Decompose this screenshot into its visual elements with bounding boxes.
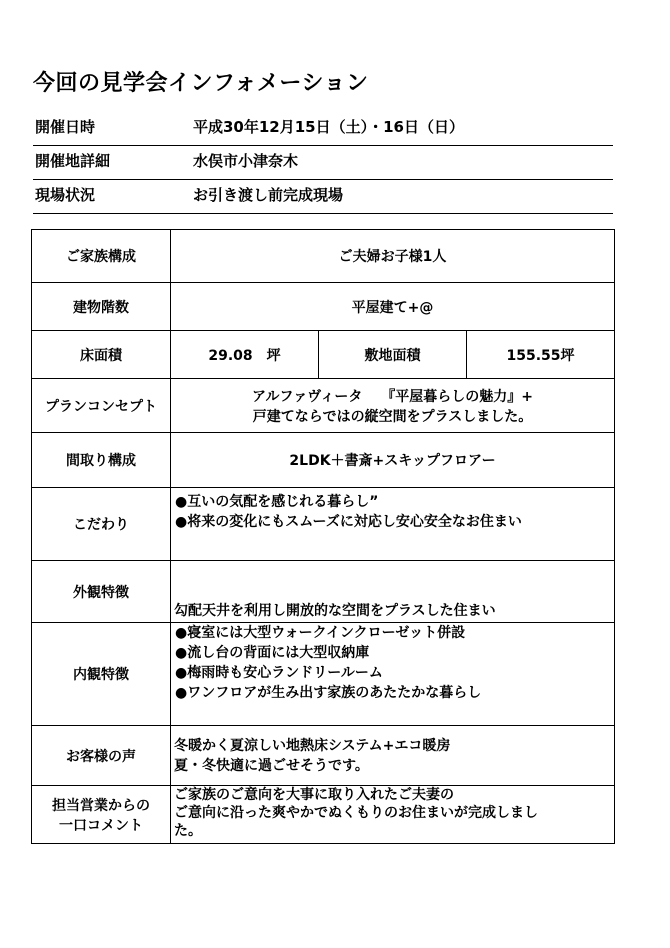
table-row (32, 283, 615, 331)
comment-line: た。 (174, 823, 202, 839)
info-label-date: 開催日時 (35, 118, 96, 136)
table-row (32, 488, 615, 561)
interior-item: ●寝室には大型ウォークインクローゼット併設 (175, 625, 466, 641)
table-row (32, 433, 615, 488)
exterior-label: 外観特徴 (32, 561, 171, 623)
plan-line-1: アルファヴィータ 『平屋暮らしの魅力』+ (252, 388, 533, 405)
floors-label: 建物階数 (32, 283, 171, 331)
comment-label-line-2: 一口コメント (59, 817, 143, 834)
table-row (32, 623, 615, 726)
layout-label: 間取り構成 (32, 433, 171, 488)
floors-value: 平屋建て+@ (171, 283, 615, 331)
spec-table (31, 229, 615, 844)
plan-label: プランコンセプト (32, 379, 171, 433)
info-value-status: お引き渡し前完成現場 (193, 186, 344, 204)
info-label-venue: 開催地詳細 (35, 152, 111, 170)
family-value: ご夫婦お子様1人 (171, 230, 615, 283)
exterior-text: 勾配天井を利用し開放的な空間をプラスした住まい (174, 603, 496, 619)
family-label: ご家族構成 (32, 230, 171, 283)
info-value-venue: 水俣市小津奈木 (193, 152, 299, 170)
voice-label: お客様の声 (32, 726, 171, 786)
layout-value: 2LDK＋書斎+スキップフロアー (171, 433, 615, 488)
page-title: 今回の見学会インフォメーション (33, 71, 369, 96)
site-area-label: 敷地面積 (319, 331, 467, 379)
voice-value (171, 726, 615, 786)
voice-line: 冬暖かく夏涼しい地熱床システム+エコ暖房 (174, 737, 451, 754)
plan-value (171, 379, 615, 433)
plan-line-2: 戸建てならではの縦空間をプラスしました。 (252, 408, 533, 425)
info-label-status: 現場状況 (35, 186, 96, 204)
comment-label-line-1: 担当営業からの (52, 797, 150, 814)
interior-item: ●流し台の背面には大型収納庫 (175, 645, 370, 661)
table-row (32, 726, 615, 786)
comment-line: ご家族のご意向を大事に取り入れたご夫妻の (174, 787, 454, 803)
floor-area-label: 床面積 (32, 331, 171, 379)
table-row (32, 379, 615, 433)
interior-item: ●梅雨時も安心ランドリールーム (175, 665, 383, 681)
table-row (32, 786, 615, 844)
table-row (32, 561, 615, 623)
interior-label: 内観特徴 (32, 623, 171, 726)
table-row (32, 230, 615, 283)
interior-item: ●ワンフロアが生み出す家族のあたたかな暮らし (175, 685, 482, 701)
voice-line: 夏・冬快適に過ごせそうです。 (174, 757, 369, 774)
interior-value (171, 623, 615, 726)
kodawari-item: ●将来の変化にもスムーズに対応し安心安全なお住まい (175, 514, 522, 530)
exterior-value (171, 561, 615, 623)
comment-value (171, 786, 615, 844)
info-value-date: 平成30年12月15日（土）・16日（日） (193, 118, 464, 136)
table-row (32, 331, 615, 379)
info-row-status (33, 179, 613, 214)
kodawari-item: ●互いの気配を感じれる暮らし” (175, 494, 379, 510)
kodawari-label: こだわり (32, 488, 171, 561)
comment-label (32, 786, 171, 844)
info-row-date (33, 111, 613, 146)
site-area-value: 155.55坪 (467, 331, 615, 379)
kodawari-value (171, 488, 615, 561)
info-row-venue (33, 145, 613, 180)
floor-area-value: 29.08 坪 (171, 331, 319, 379)
comment-line: ご意向に沿った爽やかでぬくもりのお住まいが完成しまし (174, 805, 538, 821)
